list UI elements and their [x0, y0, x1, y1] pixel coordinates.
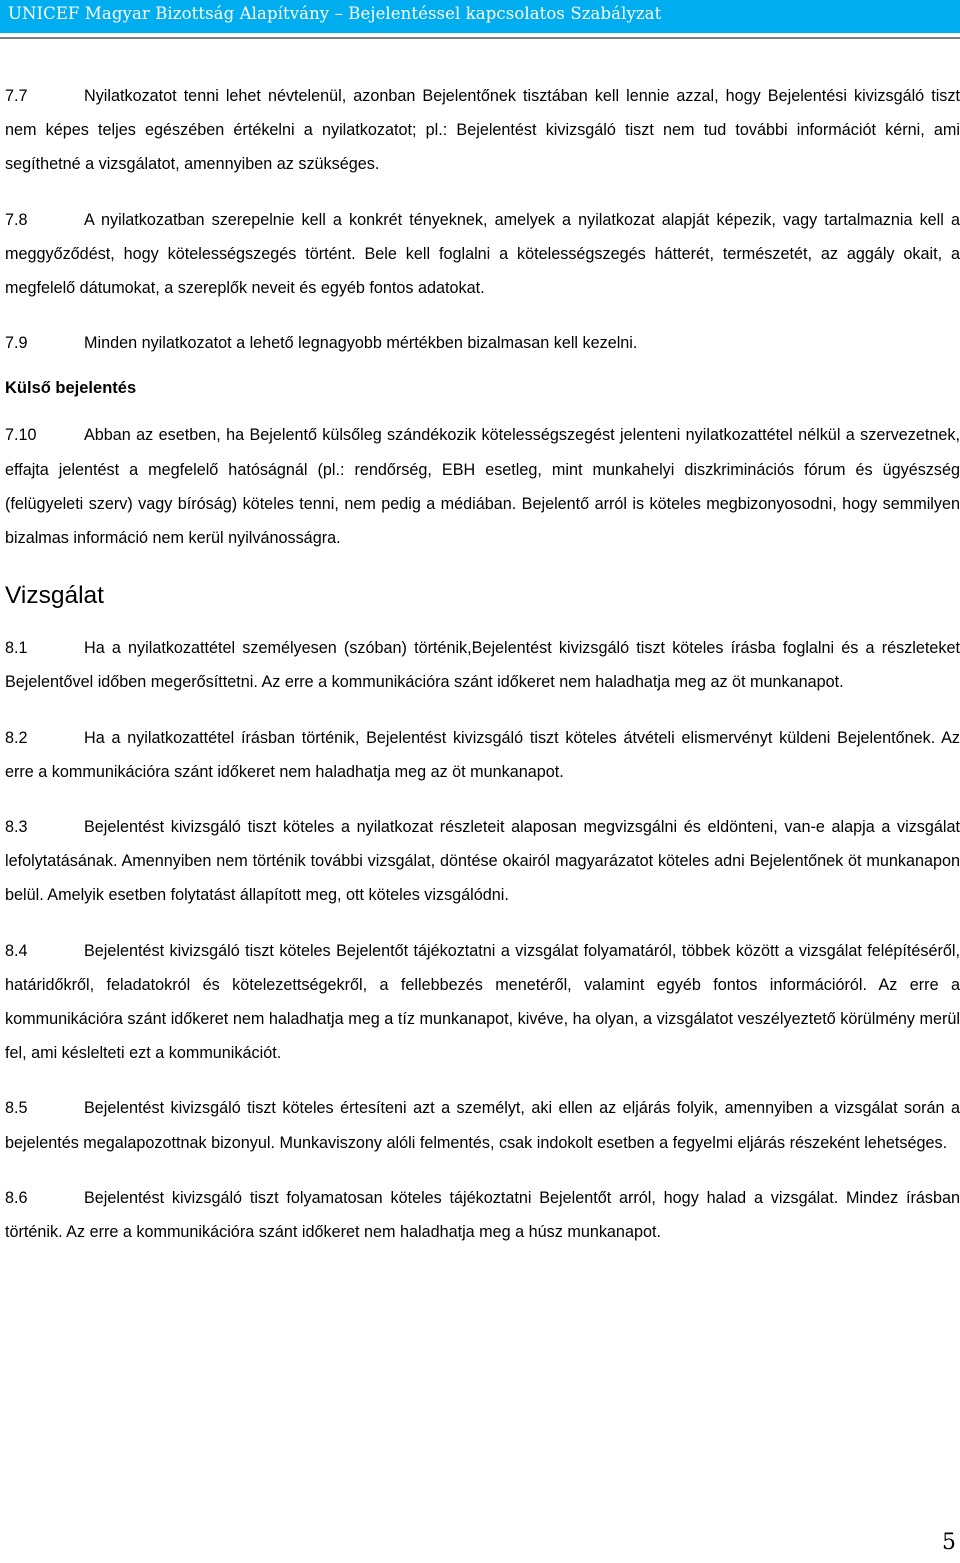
- subheading-external-report: Külső bejelentés: [5, 379, 137, 398]
- numbered-paragraph: [5, 631, 960, 699]
- paragraph-group-external: [5, 418, 960, 555]
- paragraph-number: 7.10: [5, 426, 37, 445]
- numbered-paragraph: [5, 1181, 960, 1249]
- paragraph-text: Bejelentést kivizsgáló tiszt köteles a nyilatkozat részleteit alaposan megvizsgálni és eldönteni, van-e alapja a vizsgálat lefolytatásának. Amennyiben nem történik további vizsgálat, döntése okairól magyarázatot köteles adni Bejelentőnek öt munkanapon belül. Amelyik esetben folytatást állapított meg, ott köteles vizsgálódni.: [5, 818, 960, 905]
- numbered-paragraph: [5, 810, 960, 913]
- paragraph-text: Nyilatkozatot tenni lehet névtelenül, azonban Bejelentőnek tisztában kell lennie azzal, hogy Bejelentési kivizsgáló tiszt nem képes teljes egészében értékelni a nyilatkozatot; pl.: Bejelentést kivizsgáló tiszt nem tud további információt kérni, ami segíthetné a vizsgálatot, amennyiben az szükséges.: [5, 87, 960, 174]
- paragraph-number: 8.4: [5, 941, 28, 960]
- numbered-paragraph: [5, 326, 960, 360]
- paragraph-number: 8.3: [5, 818, 28, 837]
- paragraph-number: 8.2: [5, 728, 28, 747]
- page-number: 5: [942, 1530, 956, 1555]
- paragraph-text: Ha a nyilatkozattétel írásban történik, Bejelentést kivizsgáló tiszt köteles átvételi elismervényt küldeni Bejelentőnek. Az erre a kommunikációra szánt időkeret nem haladhatja meg az öt munkanapot.: [5, 728, 960, 781]
- numbered-paragraph: [5, 79, 960, 182]
- paragraph-text: A nyilatkozatban szerepelnie kell a konkrét tényeknek, amelyek a nyilatkozat alapját képezik, vagy tartalmaznia kell a meggyőződést, hogy kötelességszegés történt. Bele kell foglalni a kötelességszegés hátterét, természetét, az aggály okait, a megfelelő dátumokat, a szereplők neveit és egyéb fontos adatokat.: [5, 210, 960, 298]
- document-body: [5, 79, 960, 1270]
- paragraph-text: Bejelentést kivizsgáló tiszt köteles értesíteni azt a személyt, aki ellen az eljárás folyik, amennyiben a vizsgálat során a bejelentés megalapozottnak bizonyul. Munkaviszony alóli felmentés, csak indokolt esetben a fegyelmi eljárás részeként lehetséges.: [5, 1099, 960, 1152]
- section-title: Vizsgálat: [5, 582, 104, 610]
- numbered-paragraph: [5, 721, 960, 789]
- header-divider: [0, 37, 960, 39]
- paragraph-text: Abban az esetben, ha Bejelentő külsőleg szándékozik kötelességszegést jelenteni nyilatkozattétel nélkül a szervezetnek, effajta jelentést a megfelelő hatóságnál (pl.: rendőrség, EBH esetleg, mint munkahelyi diszkriminációs fórum és ügyészség (felügyeleti szerv) vagy bíróság) köteles tenni, nem pedig a médiában. Bejelentő arról is köteles megbizonyosodni, hogy semmilyen bizalmas információ nem kerül nyilvánosságra.: [5, 426, 960, 548]
- paragraph-text: Minden nyilatkozatot a lehető legnagyobb mértékben bizalmasan kell kezelni.: [84, 334, 638, 353]
- paragraph-text: Ha a nyilatkozattétel személyesen (szóban) történik,Bejelentést kivizsgáló tiszt köteles írásba foglalni és a részleteket Bejelentővel időben megerősíttetni. Az erre a kommunikációra szánt időkeret nem haladhatja meg az öt munkanapot.: [5, 639, 960, 692]
- paragraph-group-8: [5, 631, 960, 1249]
- numbered-paragraph: [5, 1091, 960, 1159]
- page-header: [0, 0, 960, 33]
- header-title: UNICEF Magyar Bizottság Alapítvány – Bejelentéssel kapcsolatos Szabályzat: [8, 4, 662, 23]
- paragraph-text: Bejelentést kivizsgáló tiszt folyamatosan köteles tájékoztatni Bejelentőt arról, hogy halad a vizsgálat. Mindez írásban történik. Az erre a kommunikációra szánt időkeret nem haladhatja meg a húsz munkanapot.: [5, 1188, 960, 1242]
- paragraph-number: 8.1: [5, 639, 28, 658]
- paragraph-number: 7.9: [5, 334, 28, 353]
- numbered-paragraph: [5, 418, 960, 555]
- paragraph-number: 8.5: [5, 1099, 28, 1118]
- paragraph-number: 7.8: [5, 210, 28, 229]
- paragraph-number: 8.6: [5, 1188, 28, 1207]
- paragraph-number: 7.7: [5, 87, 28, 105]
- numbered-paragraph: [5, 934, 960, 1071]
- numbered-paragraph: [5, 203, 960, 306]
- paragraph-group-7: [5, 79, 960, 360]
- paragraph-text: Bejelentést kivizsgáló tiszt köteles Bejelentőt tájékoztatni a vizsgálat folyamatáról, többek között a vizsgálat felépítéséről, határidőkről, feladatokról és kötelezettségekről, a fellebbezés menetéről, valamint egyéb fontos információról. Az erre a kommunikációra szánt időkeret nem haladhatja meg a tíz munkanapot, kivéve, ha olyan, a vizsgálatot veszélyeztető körülmény merül fel, ami késlelteti ezt a kommunikációt.: [5, 941, 960, 1063]
